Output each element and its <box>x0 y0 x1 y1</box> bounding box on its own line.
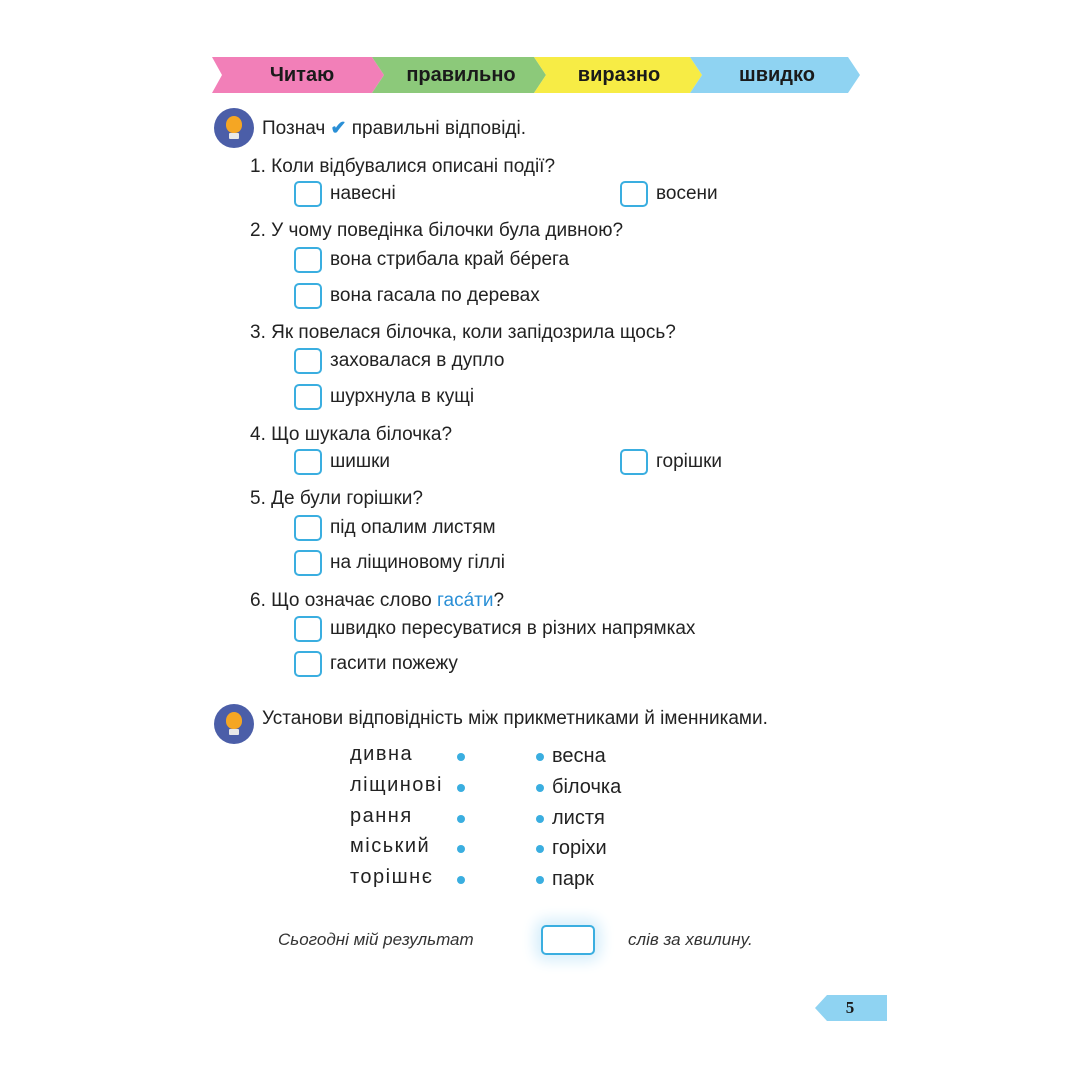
checkbox[interactable] <box>294 384 322 410</box>
option-label: вона стрибала край бéрега <box>330 249 570 270</box>
adjective-1: дивна <box>350 743 414 765</box>
answer-option[interactable] <box>294 281 540 311</box>
checkbox[interactable] <box>620 181 648 207</box>
task1-title-pre: Познач <box>262 118 326 139</box>
result-suffix: слів за хвилину. <box>628 930 753 949</box>
question-6-pre: 6. Що означає слово <box>250 590 438 611</box>
answer-option[interactable] <box>294 447 390 477</box>
banner-label-2: правильно <box>406 64 516 86</box>
result-label: Сьогодні мій результат <box>278 930 474 949</box>
checkmark-icon: ✔ <box>330 118 347 139</box>
task2-title: Установи відповідність між прикметниками й іменниками. <box>262 708 768 729</box>
banner-label-3: виразно <box>577 64 661 86</box>
match-dot-left[interactable] <box>457 845 465 853</box>
answer-option[interactable] <box>294 548 505 578</box>
option-label: вона гасала по деревах <box>330 285 540 306</box>
checkbox[interactable] <box>294 449 322 475</box>
option-label: на ліщиновому гіллі <box>330 552 505 573</box>
noun-5: парк <box>552 868 594 890</box>
checkbox[interactable] <box>294 283 322 309</box>
highlighted-word: гасáти <box>437 590 494 611</box>
match-dot-right[interactable] <box>536 845 544 853</box>
question-6 <box>250 590 504 612</box>
option-label: гасити пожежу <box>330 653 458 674</box>
answer-option[interactable] <box>294 614 695 644</box>
answer-option[interactable] <box>294 382 474 412</box>
match-dot-left[interactable] <box>457 815 465 823</box>
question-2: 2. У чому поведінка білочки була дивною? <box>250 220 624 241</box>
question-6-post: ? <box>493 590 505 611</box>
answer-option[interactable] <box>294 179 396 209</box>
result-input-box[interactable] <box>541 925 595 955</box>
checkbox[interactable] <box>620 449 648 475</box>
option-label: заховалася в дупло <box>330 350 505 371</box>
checkbox[interactable] <box>294 181 322 207</box>
reading-banner <box>212 57 860 93</box>
question-1: 1. Коли відбувалися описані події? <box>250 156 556 177</box>
lightbulb-icon <box>214 108 254 148</box>
match-dot-left[interactable] <box>457 753 465 761</box>
option-label: горішки <box>656 451 723 472</box>
answer-option[interactable] <box>620 179 718 209</box>
task1-title <box>262 117 526 140</box>
match-dot-left[interactable] <box>457 876 465 884</box>
lightbulb-icon <box>214 704 254 744</box>
noun-2: білочка <box>552 776 622 798</box>
match-dot-right[interactable] <box>536 753 544 761</box>
answer-option[interactable] <box>294 649 458 679</box>
checkbox[interactable] <box>294 616 322 642</box>
adjective-2: ліщинові <box>350 774 443 796</box>
checkbox[interactable] <box>294 348 322 374</box>
banner-label-4: швидко <box>739 64 815 86</box>
checkbox[interactable] <box>294 247 322 273</box>
checkbox[interactable] <box>294 651 322 677</box>
option-label: навесні <box>330 183 396 204</box>
adjective-4: міський <box>350 835 431 857</box>
question-3: 3. Як повелася білочка, коли запідозрила щось? <box>250 322 676 343</box>
match-dot-right[interactable] <box>536 784 544 792</box>
option-label: під опалим листям <box>330 517 496 538</box>
option-label: восени <box>656 183 718 204</box>
match-dot-right[interactable] <box>536 876 544 884</box>
noun-3: листя <box>552 807 605 829</box>
checkbox[interactable] <box>294 550 322 576</box>
task1-title-post: правильні відповіді. <box>351 118 527 139</box>
answer-option[interactable] <box>620 447 722 477</box>
noun-4: горіхи <box>552 837 607 859</box>
option-label: швидко пересуватися в різних напрямках <box>330 618 696 639</box>
answer-option[interactable] <box>294 513 496 543</box>
answer-option[interactable] <box>294 245 569 275</box>
adjective-5: торішнє <box>350 866 434 888</box>
question-5: 5. Де були горішки? <box>250 488 423 509</box>
page-number: 5 <box>845 998 855 1017</box>
banner-label-1: Читаю <box>269 64 335 86</box>
match-dot-right[interactable] <box>536 815 544 823</box>
match-dot-left[interactable] <box>457 784 465 792</box>
answer-option[interactable] <box>294 346 504 376</box>
question-4: 4. Що шукала білочка? <box>250 424 453 445</box>
adjective-3: рання <box>350 805 413 827</box>
option-label: шишки <box>330 451 391 472</box>
noun-1: весна <box>552 745 606 767</box>
checkbox[interactable] <box>294 515 322 541</box>
option-label: шурхнула в кущі <box>330 386 475 407</box>
